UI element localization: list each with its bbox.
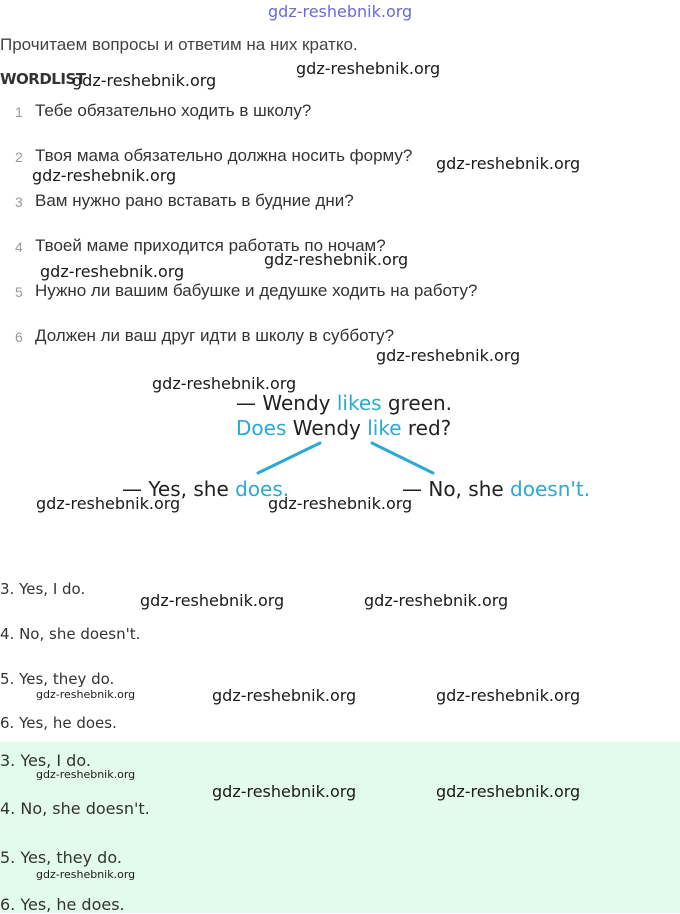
question-text: Нужно ли вашим бабушке и дедушке ходить на работу? bbox=[35, 281, 478, 300]
watermark: gdz-reshebnik.org bbox=[268, 494, 413, 513]
watermark: gdz-reshebnik.org bbox=[296, 59, 441, 78]
answer-line: 6. Yes, he does. bbox=[0, 714, 117, 732]
watermark: gdz-reshebnik.org bbox=[212, 686, 357, 705]
example-statement: — Wendy likes green. bbox=[236, 391, 453, 415]
answer-line: 6. Yes, he does. bbox=[0, 895, 125, 914]
watermark: gdz-reshebnik.org bbox=[36, 868, 136, 881]
watermark: gdz-reshebnik.org bbox=[140, 591, 285, 610]
question-number: 2 bbox=[15, 149, 23, 165]
example-no-answer: — No, she doesn't. bbox=[402, 477, 591, 501]
question-text: Тебе обязательно ходить в школу? bbox=[35, 101, 312, 120]
watermark: gdz-reshebnik.org bbox=[152, 374, 297, 393]
watermark: gdz-reshebnik.org bbox=[436, 686, 581, 705]
watermark: gdz-reshebnik.org bbox=[264, 250, 409, 269]
watermark: gdz-reshebnik.org bbox=[36, 688, 136, 701]
watermark: gdz-reshebnik.org bbox=[212, 782, 357, 801]
intro-text: Прочитаем вопросы и ответим на них кратко. bbox=[0, 35, 358, 54]
question-text: Твоя мама обязательно должна носить форму? bbox=[35, 146, 413, 165]
question-number: 4 bbox=[15, 239, 23, 255]
answer-line: 4. No, she doesn't. bbox=[0, 625, 141, 643]
arrow-to-no bbox=[372, 443, 433, 473]
question-number: 5 bbox=[15, 284, 23, 300]
watermark: gdz-reshebnik.org bbox=[36, 768, 136, 781]
watermark: gdz-reshebnik.org bbox=[72, 71, 217, 90]
answer-line: 4. No, she doesn't. bbox=[0, 799, 150, 818]
example-question: Does Wendy like red? bbox=[236, 416, 452, 440]
question-text: Вам нужно рано вставать в будние дни? bbox=[35, 191, 354, 210]
watermark: gdz-reshebnik.org bbox=[364, 591, 509, 610]
watermark: gdz-reshebnik.org bbox=[32, 166, 177, 185]
watermark: gdz-reshebnik.org bbox=[436, 782, 581, 801]
answer-line: 5. Yes, they do. bbox=[0, 670, 115, 688]
question-text: Должен ли ваш друг идти в школу в субботу? bbox=[35, 326, 395, 345]
watermark: gdz-reshebnik.org bbox=[436, 154, 581, 173]
answer-line: 3. Yes, I do. bbox=[0, 580, 86, 598]
watermark-top: gdz-reshebnik.org bbox=[268, 2, 413, 21]
question-number: 3 bbox=[15, 194, 23, 210]
watermark: gdz-reshebnik.org bbox=[376, 346, 521, 365]
example-yes-answer: — Yes, she does. bbox=[122, 477, 290, 501]
wordlist-label: WORDLIST bbox=[0, 70, 86, 88]
question-text: Твоей маме приходится работать по ночам? bbox=[35, 236, 386, 255]
question-number: 1 bbox=[15, 104, 23, 120]
watermark: gdz-reshebnik.org bbox=[36, 494, 181, 513]
watermark: gdz-reshebnik.org bbox=[40, 262, 185, 281]
answer-line: 3. Yes, I do. bbox=[0, 751, 91, 770]
arrow-to-yes bbox=[258, 443, 320, 473]
question-number: 6 bbox=[15, 329, 23, 345]
answer-line: 5. Yes, they do. bbox=[0, 848, 122, 867]
